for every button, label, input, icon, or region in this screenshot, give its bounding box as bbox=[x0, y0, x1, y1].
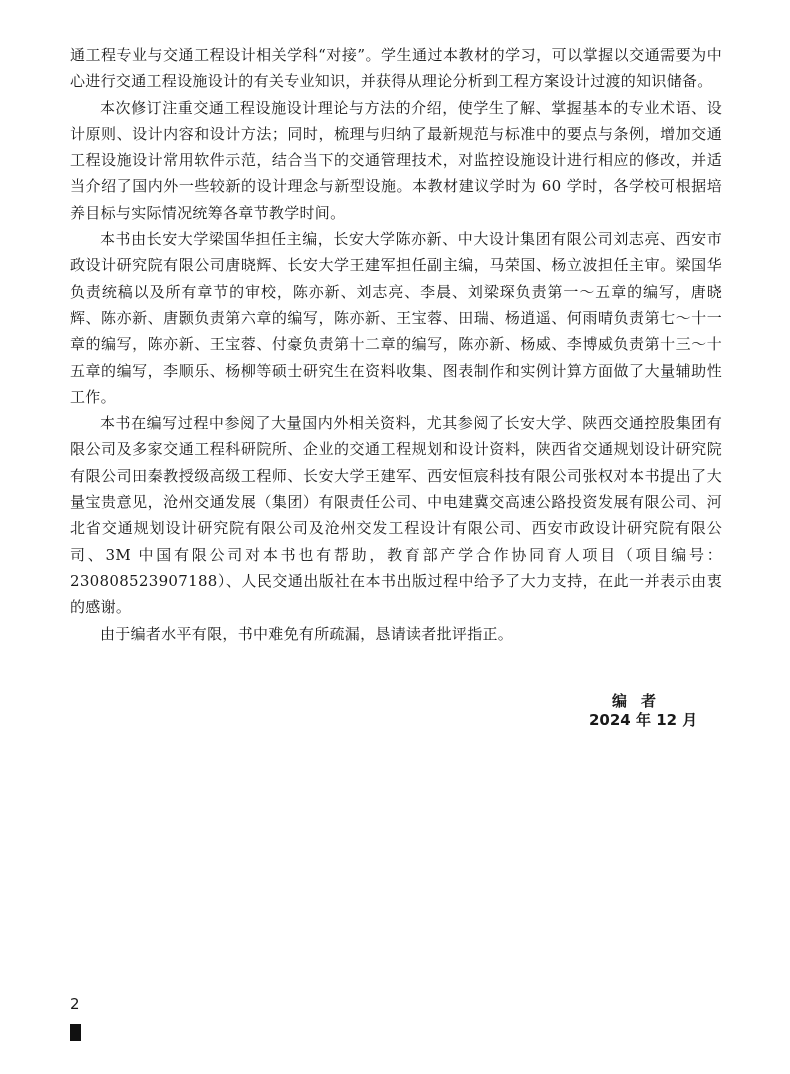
page-edge-marker bbox=[70, 1024, 81, 1041]
signer-label: 编者 bbox=[612, 692, 671, 710]
paragraph-revision: 本次修订注重交通工程设施设计理论与方法的介绍，使学生了解、掌握基本的专业术语、设计原则、设计内容和设计方法；同时，梳理与归纳了最新规范与标准中的要点与条例，增加交通工程设施设计常用软件示范，结合当下的交通管理技术，对监控设施设计进行相应的修改，并适当介绍了国内外一些较新的设计理念与新型设施。本教材建议学时为 60 学时，各学校可根据培养目标与实际情况统筹各章节教学时间。 bbox=[70, 98, 722, 222]
paragraph-closing: 由于编者水平有限，书中难免有所疏漏，恳请读者批评指正。 bbox=[100, 624, 514, 643]
paragraph-acknowledgements: 本书在编写过程中参阅了大量国内外相关资料，尤其参阅了长安大学、陕西交通控股集团有限公司及多家交通工程科研院所、企业的交通工程规划和设计资料，陕西省交通规划设计研究院有限公司田秦教授级高级工程师、长安大学王建军、西安恒宸科技有限公司张权对本书提出了大量宝贵意见，沧州交通发展（集团）有限责任公司、中电建冀交高速公路投资发展有限公司、河北省交通规划设计研究院有限公司及沧州交发工程设计有限公司、西安市政设计研究院有限公司、3M 中国有限公司对本书也有帮助，教育部产学合作协同育人项目（项目编号：230808523907188）、人民交通出版社在本书出版过程中给予了大力支持，在此一并表示由衷的感谢。 bbox=[70, 414, 722, 617]
signature-date: 2024 年 12 月 bbox=[589, 711, 698, 729]
page-number: 2 bbox=[70, 995, 80, 1013]
paragraph-authors: 本书由长安大学梁国华担任主编，长安大学陈亦新、中大设计集团有限公司刘志亮、西安市政设计研究院有限公司唐晓辉、长安大学王建军担任副主编，马荣国、杨立波担任主审。梁国华负责统稿以及所有章节的审校，陈亦新、刘志亮、李晨、刘梁琛负责第一～五章的编写，唐晓辉、陈亦新、唐颢负责第六章的编写，陈亦新、王宝蓉、田瑞、杨逍遥、何雨晴负责第七～十一章的编写，陈亦新、王宝蓉、付豪负责第十二章的编写，陈亦新、杨威、李博威负责第十三～十五章的编写，李顺乐、杨柳等硕士研究生在资料收集、图表制作和实例计算方面做了大量辅助性工作。 bbox=[70, 230, 722, 406]
paragraph-continued: 通工程专业与交通工程设计相关学科“对接”。学生通过本教材的学习，可以掌握以交通需要为中心进行交通工程设施设计的有关专业知识，并获得从理论分析到工程方案设计过渡的知识储备。 bbox=[70, 46, 722, 91]
page-body bbox=[70, 42, 722, 647]
